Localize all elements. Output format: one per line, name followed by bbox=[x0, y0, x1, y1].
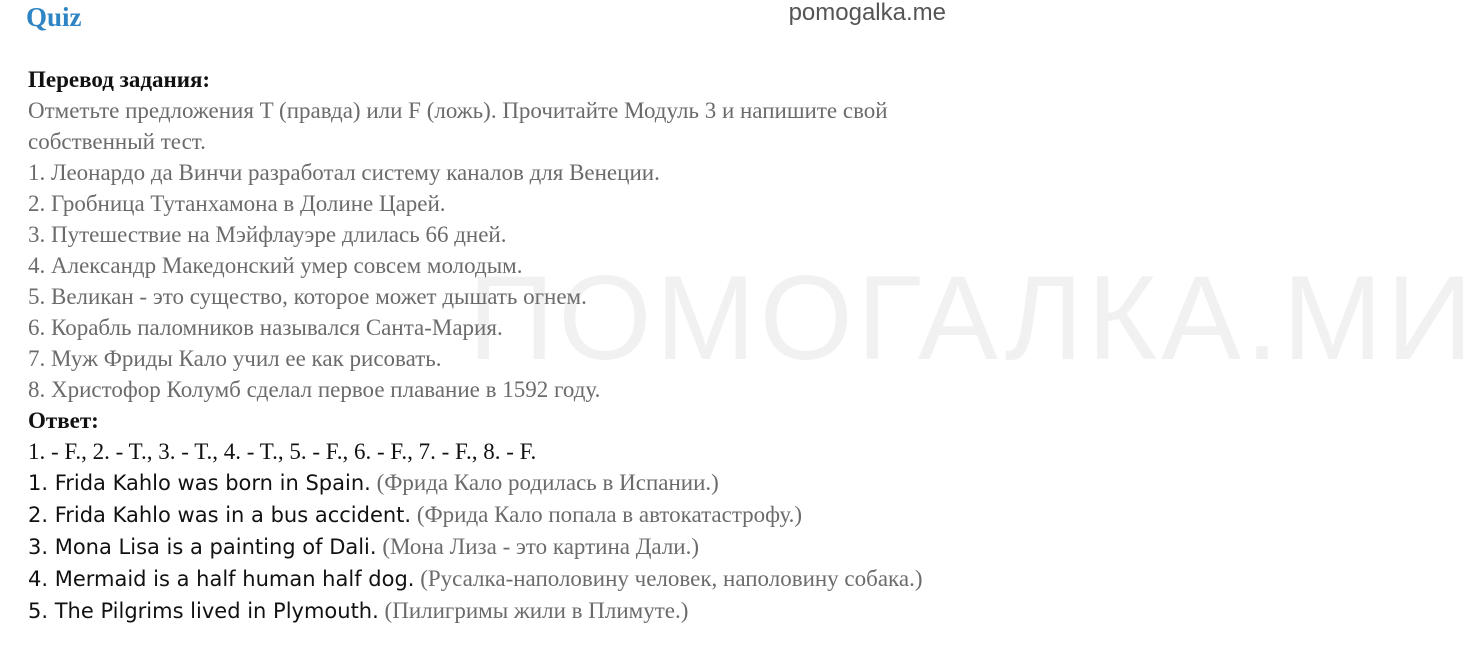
question-english: 5. The Pilgrims lived in Plymouth. bbox=[28, 599, 379, 623]
question-translation: (Фрида Кало попала в автокатастрофу.) bbox=[416, 502, 803, 527]
task-item: 4. Александр Македонский умер совсем молодым. bbox=[28, 253, 523, 278]
task-heading: Перевод задания: bbox=[28, 67, 211, 92]
question-english: 4. Mermaid is a half human half dog. bbox=[28, 567, 415, 591]
question-translation: (Пилигримы жили в Плимуте.) bbox=[384, 598, 689, 623]
quiz-question bbox=[28, 563, 938, 595]
site-watermark-label: pomogalka.me bbox=[788, 0, 946, 26]
quiz-question bbox=[28, 499, 948, 531]
task-item: 2. Гробница Тутанхамона в Долине Царей. bbox=[28, 191, 446, 216]
quiz-question bbox=[28, 467, 948, 499]
task-item: 6. Корабль паломников назывался Санта-Мария. bbox=[28, 315, 503, 340]
quiz-question bbox=[28, 595, 948, 627]
question-english: 3. Mona Lisa is a painting of Dali. bbox=[28, 535, 377, 559]
question-english: 2. Frida Kahlo was in a bus accident. bbox=[28, 503, 412, 527]
task-item: 8. Христофор Колумб сделал первое плавание в 1592 году. bbox=[28, 377, 601, 402]
background-watermark: ПОМОГАЛКА.МИ bbox=[468, 251, 1477, 385]
question-translation: (Мона Лиза - это картина Дали.) bbox=[382, 534, 700, 559]
task-item: 7. Муж Фриды Кало учил ее как рисовать. bbox=[28, 346, 442, 371]
task-item: 1. Леонардо да Винчи разработал систему каналов для Венеции. bbox=[28, 160, 660, 185]
task-item: 5. Великан - это существо, которое может дышать огнем. bbox=[28, 284, 587, 309]
task-item: 3. Путешествие на Мэйфлауэре длилась 66 дней. bbox=[28, 222, 507, 247]
quiz-title: Quiz bbox=[26, 2, 82, 32]
question-english: 1. Frida Kahlo was born in Spain. bbox=[28, 471, 371, 495]
task-intro: Отметьте предложения T (правда) или F (ложь). Прочитайте Модуль 3 и напишите свой собственный тест. bbox=[28, 98, 888, 154]
quiz-question bbox=[28, 531, 948, 563]
answer-key: 1. - F., 2. - T., 3. - T., 4. - T., 5. - F., 6. - F., 7. - F., 8. - F. bbox=[28, 439, 537, 464]
question-translation: (Фрида Кало родилась в Испании.) bbox=[376, 470, 719, 495]
document-content bbox=[28, 64, 948, 627]
question-translation: (Русалка-наполовину человек, наполовину собака.) bbox=[420, 566, 923, 591]
answer-heading: Ответ: bbox=[28, 408, 99, 433]
